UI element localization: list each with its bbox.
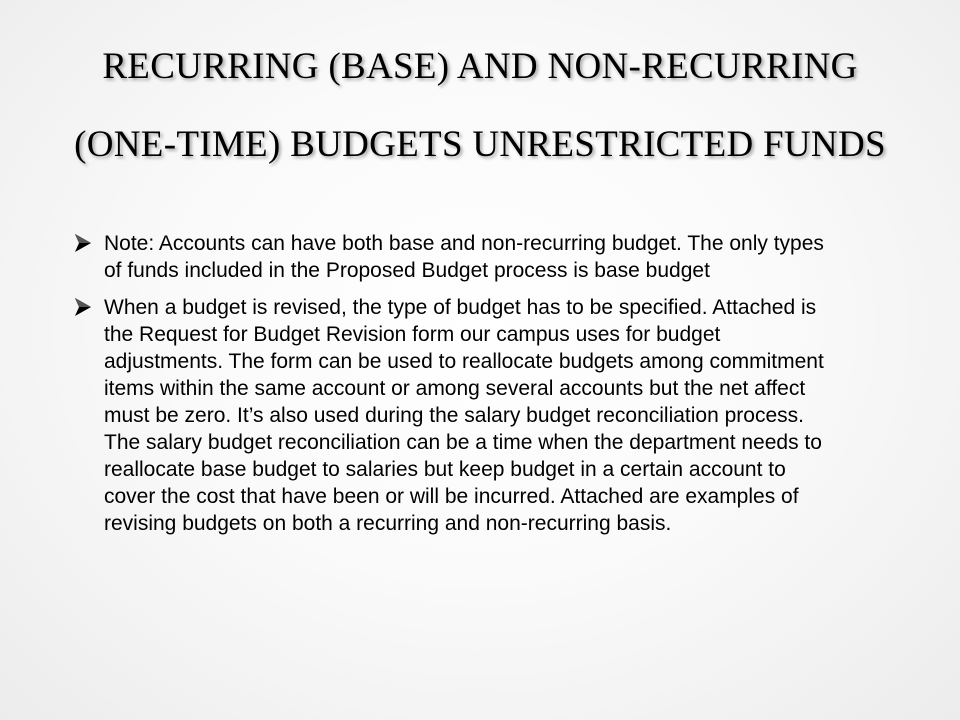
- arrow-bullet-icon: [74, 233, 92, 253]
- bullet-item: [72, 230, 832, 284]
- slide-title: [40, 28, 920, 184]
- arrow-bullet-icon: [74, 297, 92, 317]
- title-line-1: RECURRING (BASE) AND NON-RECURRING: [102, 46, 858, 87]
- bullet-list: [72, 230, 832, 547]
- bullet-text: Note: Accounts can have both base and non-recurring budget. The only types of funds included in the Proposed Budget process is base budget: [104, 232, 824, 282]
- bullet-text: When a budget is revised, the type of budget has to be specified. Attached is the Request for Budget Revision form our campus uses for budget adjustments. The form can be used to reallocate budgets among commitment items within the same account or among several accounts but the net affect must be zero. It’s also used during the salary budget reconciliation process. The salary budget reconciliation can be a time when the department needs to reallocate base budget to salaries but keep budget in a certain account to cover the cost that have been or will be incurred. Attached are examples of revising budgets on both a recurring and non-recurring basis.: [104, 296, 824, 535]
- title-line-2: (ONE-TIME) BUDGETS UNRESTRICTED FUNDS: [74, 124, 886, 165]
- bullet-item: [72, 294, 832, 537]
